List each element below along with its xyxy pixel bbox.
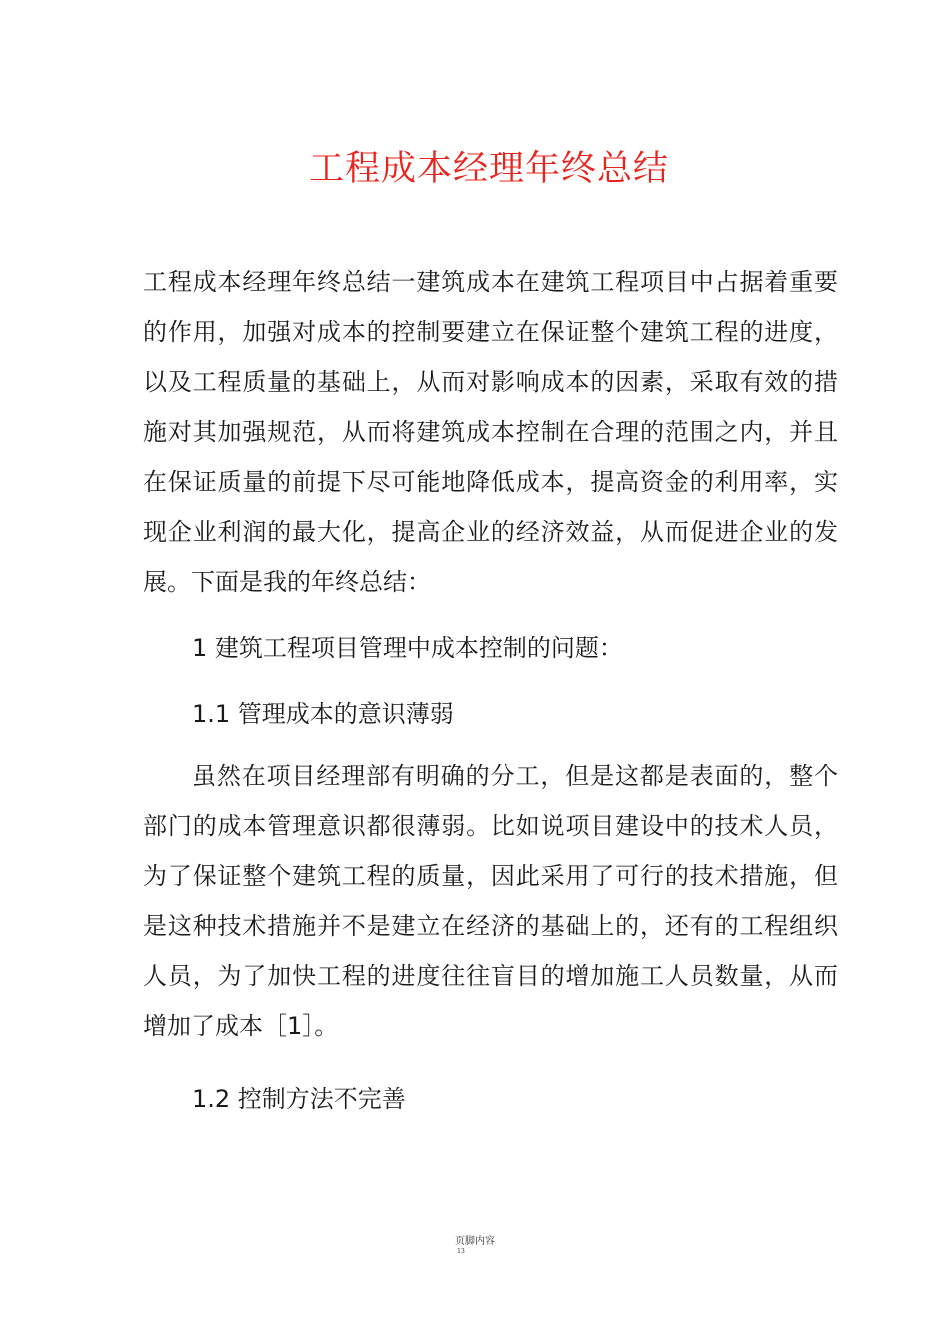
page-footer [0, 1236, 950, 1256]
section-heading-1: 1 建筑工程项目管理中成本控制的问题： [192, 634, 623, 662]
section-heading-1-1: 1.1 管理成本的意识薄弱 [192, 700, 454, 728]
page-number: 13 [457, 1248, 465, 1255]
section-1-1-paragraph: 虽然在项目经理部有明确的分工，但是这都是表面的，整个部门的成本管理意识都很薄弱。比如说项目建设中的技术人员，为了保证整个建筑工程的质量，因此采用了可行的技术措施，但是这种技术措施并不是建立在经济的基础上的，还有的工程组织人员，为了加快工程的进度往往盲目的增加施工人员数量，从而增加了成本［1］。 [143, 762, 838, 1040]
footer-label: 页脚内容 [455, 1236, 495, 1247]
document-title: 工程成本经理年终总结 [308, 149, 669, 189]
section-heading-1-2: 1.2 控制方法不完善 [192, 1085, 406, 1113]
intro-paragraph: 工程成本经理年终总结一建筑成本在建筑工程项目中占据着重要的作用，加强对成本的控制要建立在保证整个建筑工程的进度，以及工程质量的基础上，从而对影响成本的因素，采取有效的措施对其加强规范，从而将建筑成本控制在合理的范围之内，并且在保证质量的前提下尽可能地降低成本，提高资金的利用率，实现企业利润的最大化，提高企业的经济效益，从而促进企业的发展。下面是我的年终总结： [143, 268, 838, 596]
